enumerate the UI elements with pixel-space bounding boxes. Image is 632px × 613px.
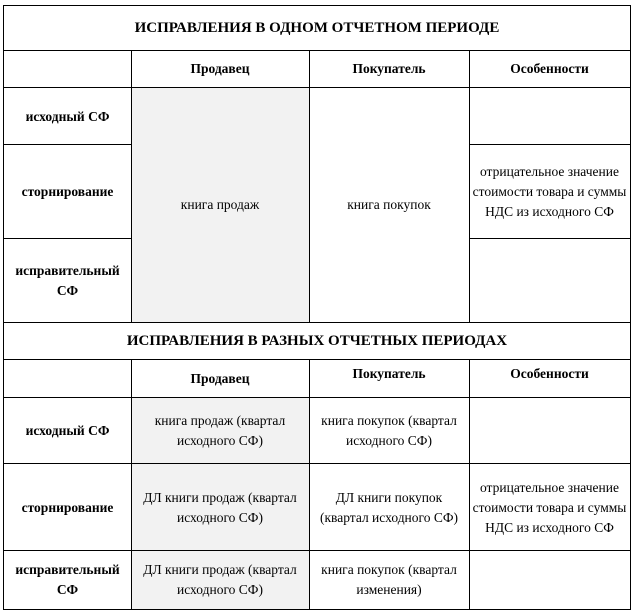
grid-line bbox=[469, 359, 470, 609]
grid-line bbox=[3, 609, 631, 610]
section2-seller-reversal: ДЛ книги продаж (квартал исходного СФ) bbox=[131, 464, 309, 551]
grid-line bbox=[3, 463, 631, 464]
section2-buyer-corrective: книга покупок (квартал изменения) bbox=[321, 562, 457, 597]
section1-row-label-reversal: сторнирование bbox=[21, 184, 114, 199]
grid-line bbox=[131, 50, 132, 322]
grid-line bbox=[131, 359, 132, 609]
section1-features-cell: отрицательное значение стоимости товара и суммы НДС из исходного СФ bbox=[472, 164, 627, 219]
section1-row-label-original: исходный СФ bbox=[25, 108, 110, 124]
section2-buyer-reversal: ДЛ книги покупок (квартал исходного СФ) bbox=[319, 489, 459, 525]
section2-header-seller: Продавец bbox=[190, 371, 250, 386]
grid-line bbox=[3, 359, 631, 360]
grid-line bbox=[469, 238, 630, 239]
section2-row-label-reversal: сторнирование bbox=[21, 499, 114, 515]
grid-line bbox=[469, 50, 470, 322]
grid-line bbox=[3, 238, 131, 239]
grid-line bbox=[3, 5, 4, 610]
section2-header-features: Особенности bbox=[510, 366, 589, 381]
grid-line bbox=[309, 50, 310, 322]
grid-line bbox=[309, 359, 310, 609]
section1-title: ИСПРАВЛЕНИЯ В ОДНОМ ОТЧЕТНОМ ПЕРИОДЕ bbox=[134, 20, 500, 36]
section2-buyer-original: книга покупок (квартал исходного СФ) bbox=[321, 413, 457, 448]
section2-features-reversal: отрицательное значение стоимости товара и суммы НДС из исходного СФ bbox=[472, 479, 627, 535]
grid-line bbox=[3, 87, 631, 88]
section1-header-features: Особенности bbox=[510, 61, 589, 76]
section2-features-corrective bbox=[469, 551, 630, 609]
section1-seller-cell: книга продаж bbox=[131, 88, 309, 322]
section1-header-seller: Продавец bbox=[190, 61, 250, 76]
grid-line bbox=[3, 397, 631, 398]
grid-line bbox=[3, 322, 631, 323]
section1-buyer-cell: книга покупок bbox=[347, 197, 431, 212]
grid-line bbox=[469, 144, 630, 145]
section2-seller-original: книга продаж (квартал исходного СФ) bbox=[131, 398, 309, 464]
section1-row-label-corrective: исправительный СФ bbox=[15, 262, 120, 298]
grid-line bbox=[3, 144, 131, 145]
section2-seller-corrective: ДЛ книги продаж (квартал исходного СФ) bbox=[131, 551, 309, 609]
grid-line bbox=[3, 550, 631, 551]
section2-header-buyer: Покупатель bbox=[352, 366, 426, 381]
section2-title: ИСПРАВЛЕНИЯ В РАЗНЫХ ОТЧЕТНЫХ ПЕРИОДАХ bbox=[126, 333, 508, 349]
grid-line bbox=[630, 5, 631, 610]
section2-row-label-corrective: исправительный СФ bbox=[15, 562, 120, 597]
section2-row-label-original: исходный СФ bbox=[25, 423, 110, 438]
grid-line bbox=[3, 5, 631, 6]
section1-header-buyer: Покупатель bbox=[352, 61, 426, 76]
grid-line bbox=[3, 50, 631, 51]
section2-features-original bbox=[469, 398, 630, 464]
